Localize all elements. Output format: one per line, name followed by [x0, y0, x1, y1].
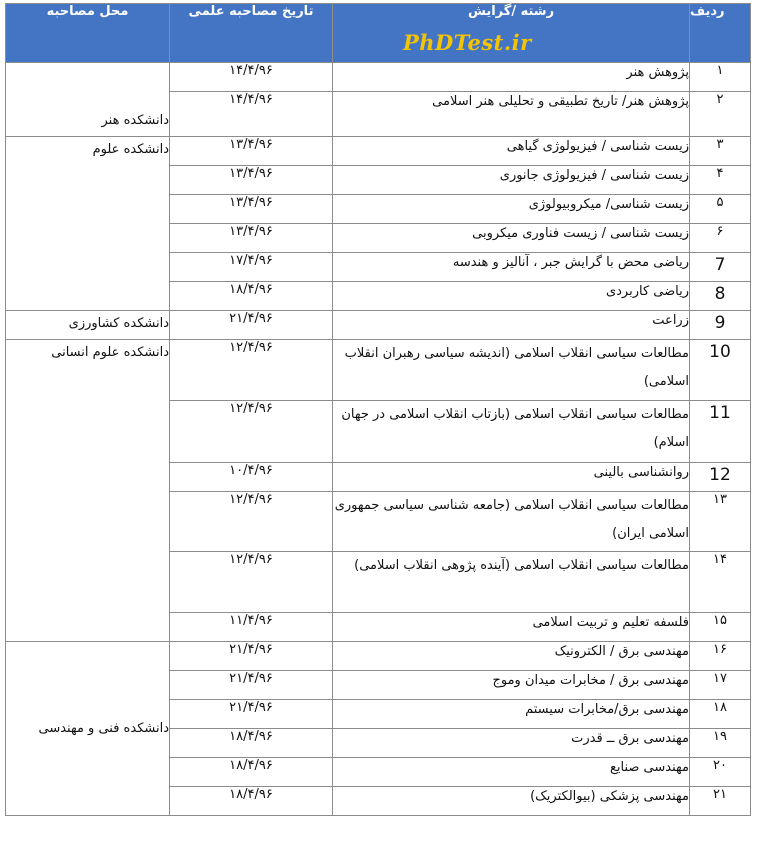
table-row	[6, 63, 751, 92]
row-number: ۱۴	[690, 552, 751, 613]
row-number: ۲۱	[690, 787, 751, 816]
row-number: ۱۹	[690, 729, 751, 758]
interview-date: ۱۸/۴/۹۶	[170, 787, 333, 816]
row-number: 12	[690, 463, 751, 492]
interview-date: ۱۴/۴/۹۶	[170, 92, 333, 137]
field-name: مهندسی برق/مخابرات سیستم	[333, 700, 690, 729]
table-row	[6, 340, 751, 401]
interview-date: ۱۲/۴/۹۶	[170, 552, 333, 613]
field-name: فلسفه تعلیم و تربیت اسلامی	[333, 613, 690, 642]
interview-date: ۱۸/۴/۹۶	[170, 729, 333, 758]
table-row	[6, 137, 751, 166]
header-row-number: ردیف	[690, 4, 751, 63]
interview-date: ۲۱/۴/۹۶	[170, 671, 333, 700]
row-number: 11	[690, 401, 751, 463]
field-name: مطالعات سیاسی انقلاب اسلامی (آینده پژوهی انقلاب اسلامی)	[333, 552, 690, 613]
interview-date: ۱۳/۴/۹۶	[170, 224, 333, 253]
row-number: ۵	[690, 195, 751, 224]
row-number: 10	[690, 340, 751, 401]
header-field	[333, 4, 690, 63]
field-name: پژوهش هنر	[333, 63, 690, 92]
interview-date: ۱۲/۴/۹۶	[170, 401, 333, 463]
row-number: ۱۳	[690, 492, 751, 552]
field-name: پژوهش هنر/ تاریخ تطبیقی و تحلیلی هنر اسلامی	[333, 92, 690, 137]
interview-date: ۱۱/۴/۹۶	[170, 613, 333, 642]
header-field-label: رشته /گرایش	[467, 4, 555, 19]
field-name: مطالعات سیاسی انقلاب اسلامی (اندیشه سیاسی رهبران انقلاب اسلامی)	[333, 340, 690, 401]
field-name: ریاضی محض با گرایش جبر ، آنالیز و هندسه	[333, 253, 690, 282]
field-name: زیست شناسی / زیست فناوری میکروبی	[333, 224, 690, 253]
field-name: ریاضی کاربردی	[333, 282, 690, 311]
row-number: ۱	[690, 63, 751, 92]
interview-place: دانشکده هنر	[6, 63, 170, 137]
interview-date: ۱۳/۴/۹۶	[170, 166, 333, 195]
interview-schedule-table	[5, 3, 751, 816]
interview-place: دانشکده علوم انسانی	[6, 340, 170, 642]
row-number: 9	[690, 311, 751, 340]
field-name: مهندسی برق / مخابرات میدان وموج	[333, 671, 690, 700]
interview-place	[6, 642, 170, 816]
table-header-row	[6, 4, 751, 63]
interview-date: ۱۷/۴/۹۶	[170, 253, 333, 282]
row-number: ۱۶	[690, 642, 751, 671]
interview-date: ۱۰/۴/۹۶	[170, 463, 333, 492]
field-name: مهندسی برق ــ قدرت	[333, 729, 690, 758]
header-place: محل مصاحبه	[6, 4, 170, 63]
interview-date: ۲۱/۴/۹۶	[170, 311, 333, 340]
interview-date: ۱۲/۴/۹۶	[170, 340, 333, 401]
field-name: مطالعات سیاسی انقلاب اسلامی (جامعه شناسی سیاسی جمهوری اسلامی ایران)	[333, 492, 690, 552]
interview-date: ۱۲/۴/۹۶	[170, 492, 333, 552]
row-number: ۲۰	[690, 758, 751, 787]
field-name: مهندسی پزشکی (بیوالکتریک)	[333, 787, 690, 816]
field-name: مهندسی برق / الکترونیک	[333, 642, 690, 671]
table-row	[6, 642, 751, 671]
interview-date: ۱۳/۴/۹۶	[170, 195, 333, 224]
row-number: 7	[690, 253, 751, 282]
interview-date: ۱۳/۴/۹۶	[170, 137, 333, 166]
row-number: 8	[690, 282, 751, 311]
row-number: ۱۷	[690, 671, 751, 700]
field-name: روانشناسی بالینی	[333, 463, 690, 492]
interview-date: ۱۸/۴/۹۶	[170, 282, 333, 311]
field-name: مطالعات سیاسی انقلاب اسلامی (بازتاب انقلاب اسلامی در جهان اسلام)	[333, 401, 690, 463]
row-number: ۲	[690, 92, 751, 137]
row-number: ۱۸	[690, 700, 751, 729]
interview-date: ۱۸/۴/۹۶	[170, 758, 333, 787]
interview-date: ۲۱/۴/۹۶	[170, 642, 333, 671]
row-number: ۳	[690, 137, 751, 166]
interview-place: دانشکده علوم	[6, 137, 170, 311]
interview-place-label: دانشکده فنی و مهندسی	[38, 720, 169, 736]
interview-date: ۲۱/۴/۹۶	[170, 700, 333, 729]
watermark-logo: PhDTest.ir	[403, 30, 532, 55]
interview-date: ۱۴/۴/۹۶	[170, 63, 333, 92]
field-name: زیست شناسی / فیزیولوژی گیاهی	[333, 137, 690, 166]
table-row	[6, 311, 751, 340]
row-number: ۴	[690, 166, 751, 195]
field-name: مهندسی صنایع	[333, 758, 690, 787]
header-date: تاریخ مصاحبه علمی	[170, 4, 333, 63]
row-number: ۱۵	[690, 613, 751, 642]
field-name: زیست شناسی / فیزیولوژی جانوری	[333, 166, 690, 195]
field-name: زراعت	[333, 311, 690, 340]
interview-place: دانشکده کشاورزی	[6, 311, 170, 340]
field-name: زیست شناسی/ میکروبیولوژی	[333, 195, 690, 224]
row-number: ۶	[690, 224, 751, 253]
